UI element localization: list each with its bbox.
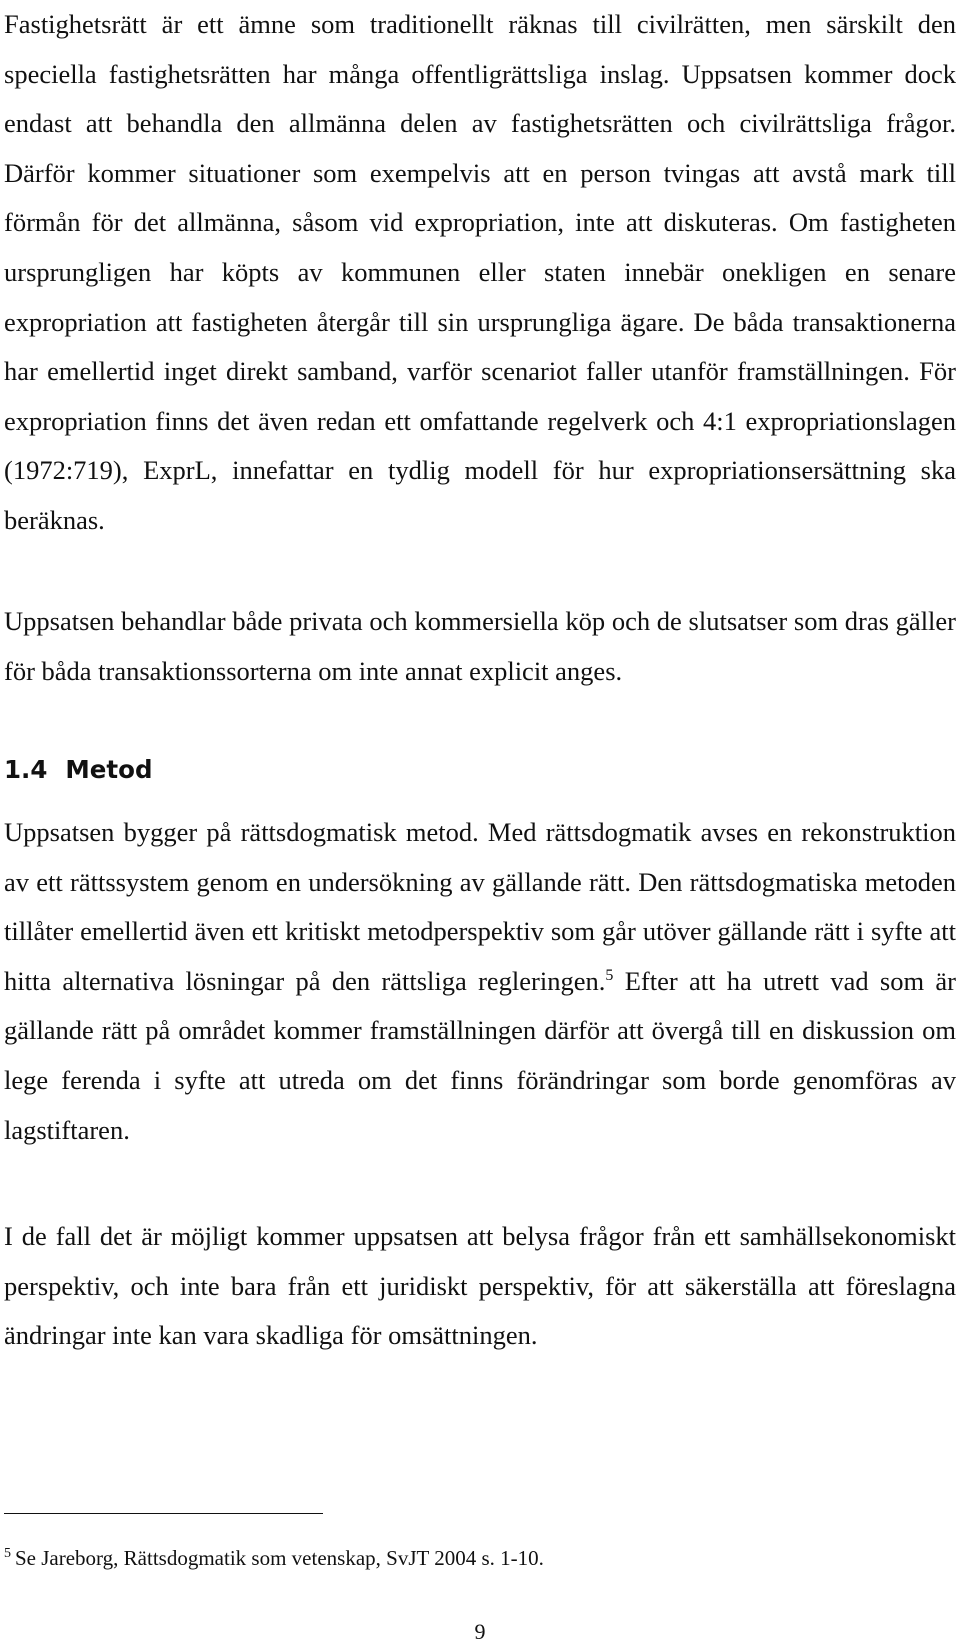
footnote-reference[interactable]: 5 [605,966,614,984]
method-text-after-note: Efter att ha utrett vad som är gällande rätt på området kommer framställningen därför att övergå till en diskussion om lege ferenda i syfte att utreda om det finns förändringar som borde genomföras av lagstiftaren. [4,965,956,1145]
footnote-marker: 5 [4,1546,11,1561]
body-paragraph-transactions: Uppsatsen behandlar både privata och kommersiella köp och de slutsatser som dras gäller för båda transaktionssorterna om inte annat explicit anges. [4,606,956,686]
footnote [4,1543,544,1573]
section-title: Metod [65,755,153,784]
body-paragraph-scope: Fastighetsrätt är ett ämne som traditionellt räknas till civilrätten, men särskilt den speciella fastighetsrätten har många offentligrättsliga inslag. Uppsatsen kommer dock endast att behandla den allmänna delen av fastighetsrätten och civilrättsliga frågor. Därför kommer situationer som exempelvis att en person tvingas att avstå mark till förmån för det allmänna, såsom vid expropriation, inte att diskuteras. Om fastigheten ursprungligen har köpts av kommunen eller staten innebär onekligen en senare expropriation att fastigheten återgår till sin ursprungliga ägare. De båda transaktionerna har emellertid inget direkt samband, varför scenariot faller utanför framställningen. För expropriation finns det även redan ett omfattande regelverk och 4:1 expropriationslagen (1972:719), ExprL, innefattar en tydlig modell för hur expropriationsersättning ska beräknas. [4,9,956,535]
body-paragraph-method [4,808,956,1155]
footnote-separator [4,1513,323,1514]
method-text-before-note: Uppsatsen bygger på rättsdogmatisk metod. Med rättsdogmatik avses en rekonstruktion av ett rättssystem genom en undersökning av gällande rätt. Den rättsdogmatiska metoden tillåter emellertid även ett kritiskt metodperspektiv som går utöver gällande rätt i syfte att hitta alternativa lösningar på den rättsliga regleringen. [4,817,956,996]
body-paragraph-perspective: I de fall det är möjligt kommer uppsatsen att belysa frågor från ett samhällsekonomiskt perspektiv, och inte bara från ett juridiskt perspektiv, för att säkerställa att föreslagna ändringar inte kan vara skadliga för omsättningen. [4,1221,956,1351]
section-heading-method [4,750,152,790]
footnote-text: Se Jareborg, Rättsdogmatik som vetenskap, SvJT 2004 s. 1-10. [15,1546,544,1570]
section-number: 1.4 [4,755,48,784]
page-number: 9 [474,1619,486,1644]
